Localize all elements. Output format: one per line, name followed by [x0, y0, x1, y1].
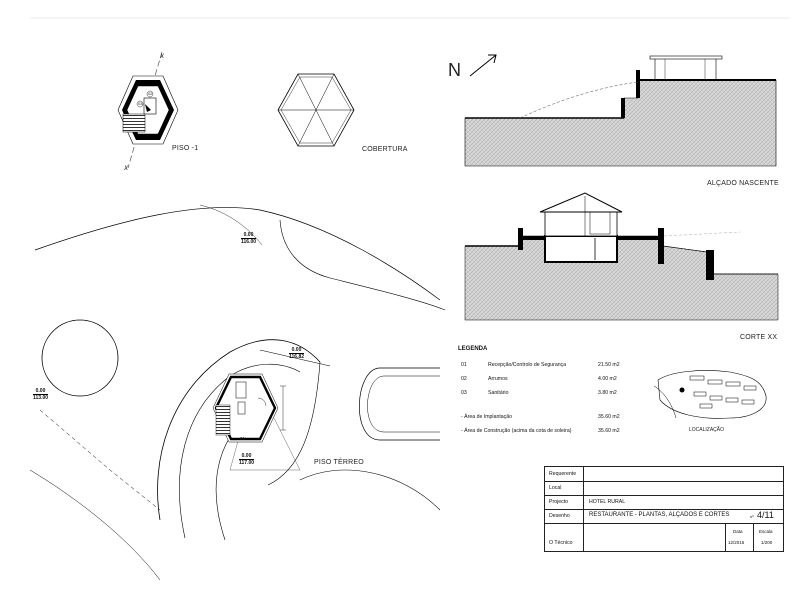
sheet-number: 4/11: [757, 510, 774, 520]
caption-alcado-nascente: ALÇADO NASCENTE: [707, 180, 779, 187]
plan-cobertura: [278, 74, 354, 146]
level-tag: 0.00 113.00: [33, 388, 49, 401]
room-number: 01: [240, 436, 246, 441]
level-tag: 0.00 116.82: [289, 347, 305, 360]
plan-piso-menos1: [118, 52, 178, 172]
escala-value: 1/200: [761, 540, 773, 545]
legend-row: 02 Arrumos 4.00 m2: [461, 376, 617, 382]
north-arrow: [470, 55, 496, 76]
caption-cobertura: COBERTURA: [362, 146, 408, 153]
caption-localizacao: LOCALIZAÇÃO: [689, 427, 725, 433]
caption-corte-xx: CORTE XX: [740, 334, 778, 341]
elevation-nascente: [465, 56, 776, 166]
svg-text:X: X: [160, 54, 165, 60]
section-corte-xx: [465, 193, 778, 320]
sheet-prefix: nº: [750, 514, 754, 519]
site-plan: [30, 205, 445, 580]
legend-row: 01 Recepção/Controlo de Segurança 21.50 m2: [461, 362, 620, 368]
desenho-value: RESTAURANTE - PLANTAS, ALÇADOS E CORTES: [589, 512, 730, 518]
escala-key: Escala: [759, 529, 773, 534]
room-number: 02: [148, 91, 153, 96]
svg-text:X: X: [124, 166, 129, 172]
north-label: N: [448, 60, 461, 80]
projecto-value: HOTEL RURAL: [589, 499, 626, 505]
legend-row: 03 Sanitário 3.80 m2: [461, 390, 617, 396]
title-block: [544, 466, 784, 552]
local-key: Local: [549, 485, 562, 491]
projecto-key: Projecto: [549, 499, 569, 505]
tecnico-key: O Técnico: [549, 540, 573, 546]
data-value: 12/2016: [728, 540, 745, 545]
caption-piso-terreo: PISO TÉRREO: [314, 459, 364, 466]
caption-piso-menos1: PISO -1: [172, 145, 199, 152]
legend-total-row: - Área de Construção (acima da cota de soleira) 35.60 m2: [461, 428, 620, 434]
desenho-key: Desenho: [549, 513, 570, 519]
room-number: 03: [138, 101, 143, 106]
legend: [458, 346, 648, 442]
level-tag: 0.00 117.00: [239, 453, 255, 466]
requerente-key: Requerente: [549, 471, 577, 477]
level-tag: 0.00 116.00: [241, 232, 257, 245]
legend-total-row: - Área de Implantação 35.60 m2: [461, 414, 620, 420]
legend-title: LEGENDA: [458, 346, 488, 352]
location-map: [654, 370, 766, 418]
data-key: Data: [733, 529, 743, 534]
